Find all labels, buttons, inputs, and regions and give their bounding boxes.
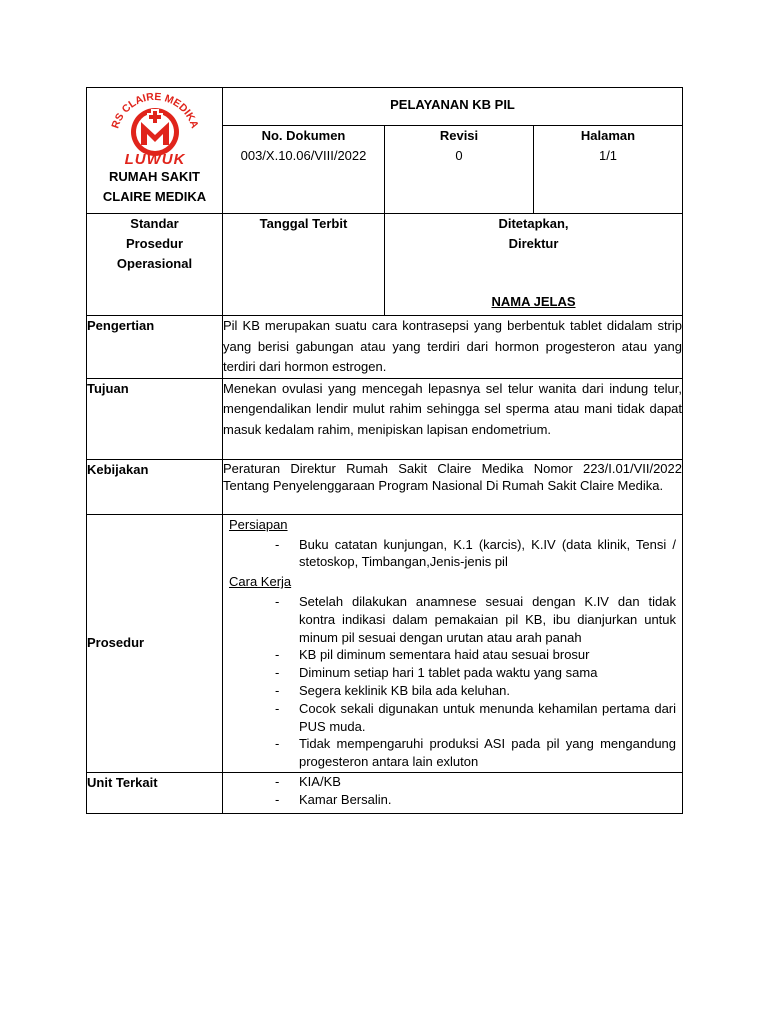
document-title: PELAYANAN KB PIL [223,88,683,126]
cara-kerja-item-text: Setelah dilakukan anamnese sesuai dengan K.IV dan tidak kontra indikasi dalam pemakaian pil KB, ibu dianjurkan untuk minum pil sesuai dengan urutan atau arah panah [299,594,677,645]
revision-label: Revisi [439,127,479,143]
claire-medika-logo [100,92,210,167]
sop-table [86,87,683,814]
logo-city-text: LUWUK [124,151,185,167]
dash-marker: - [275,647,280,663]
list-item [229,593,676,646]
unit-terkait-label: Unit Terkait [87,773,223,814]
logo-cell [87,88,223,214]
revision-cell [385,125,534,213]
revision-value: 0 [455,147,463,163]
hospital-name-line2: CLAIRE MEDIKA [102,189,207,204]
kebijakan-label: Kebijakan [87,459,223,514]
cara-kerja-item-text: Tidak mempengaruhi produksi ASI pada pil yang mengandung progesteron antara lain exluton [299,736,677,770]
tujuan-text: Menekan ovulasi yang mencegah lepasnya sel telur wanita dari indung telur, mengendalikan lendir mulut rahim sehingga sel sperma atau mani tidak dapat masuk kedalam rahim, menipiskan lapisan endometrium. [223,378,683,459]
list-item [229,700,676,736]
pengertian-label: Pengertian [87,316,223,379]
unit-item-text: KIA/KB [299,774,341,790]
cara-kerja-item-text: Cocok sekali digunakan untuk menunda kehamilan pertama dari PUS muda. [299,700,677,734]
persiapan-title: Persiapan [229,516,288,532]
cara-kerja-title: Cara Kerja [229,574,292,590]
director-name-placeholder: NAMA JELAS [491,294,576,309]
page-label: Halaman [580,127,636,143]
page-value: 1/1 [598,147,618,163]
list-item [229,664,676,682]
doc-number-value: 003/X.10.06/VIII/2022 [240,147,367,163]
list-item [229,646,676,664]
tujuan-label: Tujuan [87,378,223,459]
cara-kerja-item-text: KB pil diminum sementara haid atau sesuai brosur [299,647,590,663]
dash-marker: - [275,791,280,807]
dash-marker: - [275,700,280,716]
persiapan-item-text: Buku catatan kunjungan, K.1 (karcis), K.IV (data klinik, Tensi / stetoskop, Timbangan,Jenis-jenis pil [299,536,677,570]
sop-label-line3: Operasional [116,256,193,271]
sop-label-line1: Standar [130,216,179,231]
doc-number-label: No. Dokumen [261,127,346,143]
kebijakan-text: Peraturan Direktur Rumah Sakit Claire Medika Nomor 223/I.01/VII/2022 Tentang Penyelenggaraan Program Nasional Di Rumah Sakit Claire Medika. [223,459,683,514]
unit-terkait-list [229,773,676,809]
list-item [229,735,676,771]
prosedur-label: Prosedur [87,514,223,773]
list-item [229,536,676,572]
director-label: Direktur [508,236,559,251]
unit-terkait-content [223,773,683,814]
doc-number-cell [223,125,385,213]
dash-marker: - [275,536,280,552]
approval-label: Ditetapkan, [498,216,569,231]
list-item [229,682,676,700]
dash-marker: - [275,594,280,610]
logo-arc-text: RS CLAIRE MEDIKA [108,92,201,130]
prosedur-content [223,514,683,773]
dash-marker: - [275,736,280,752]
approval-cell [385,214,683,316]
cara-kerja-list [229,593,676,771]
list-item [229,773,676,791]
persiapan-list [229,536,676,572]
sop-document [86,87,682,814]
sop-label-cell [87,214,223,316]
cara-kerja-item-text: Segera keklinik KB bila ada keluhan. [299,683,511,699]
issue-date-cell [223,214,385,316]
cara-kerja-item-text: Diminum setiap hari 1 tablet pada waktu yang sama [299,665,598,681]
hospital-name-line1: RUMAH SAKIT [109,169,200,184]
dash-marker: - [275,665,280,681]
pengertian-text: Pil KB merupakan suatu cara kontrasepsi yang berbentuk tablet didalam strip yang berisi gabungan atau yang terdiri dari hormon progesteron atau yang terdiri dari hormon estrogen. [223,316,683,379]
list-item [229,791,676,809]
hospital-logo [87,88,222,167]
sop-label-line2: Prosedur [125,236,184,251]
issue-date-label: Tanggal Terbit [259,216,348,231]
dash-marker: - [275,683,280,699]
page-cell [534,125,683,213]
unit-item-text: Kamar Bersalin. [299,791,392,807]
dash-marker: - [275,774,280,790]
